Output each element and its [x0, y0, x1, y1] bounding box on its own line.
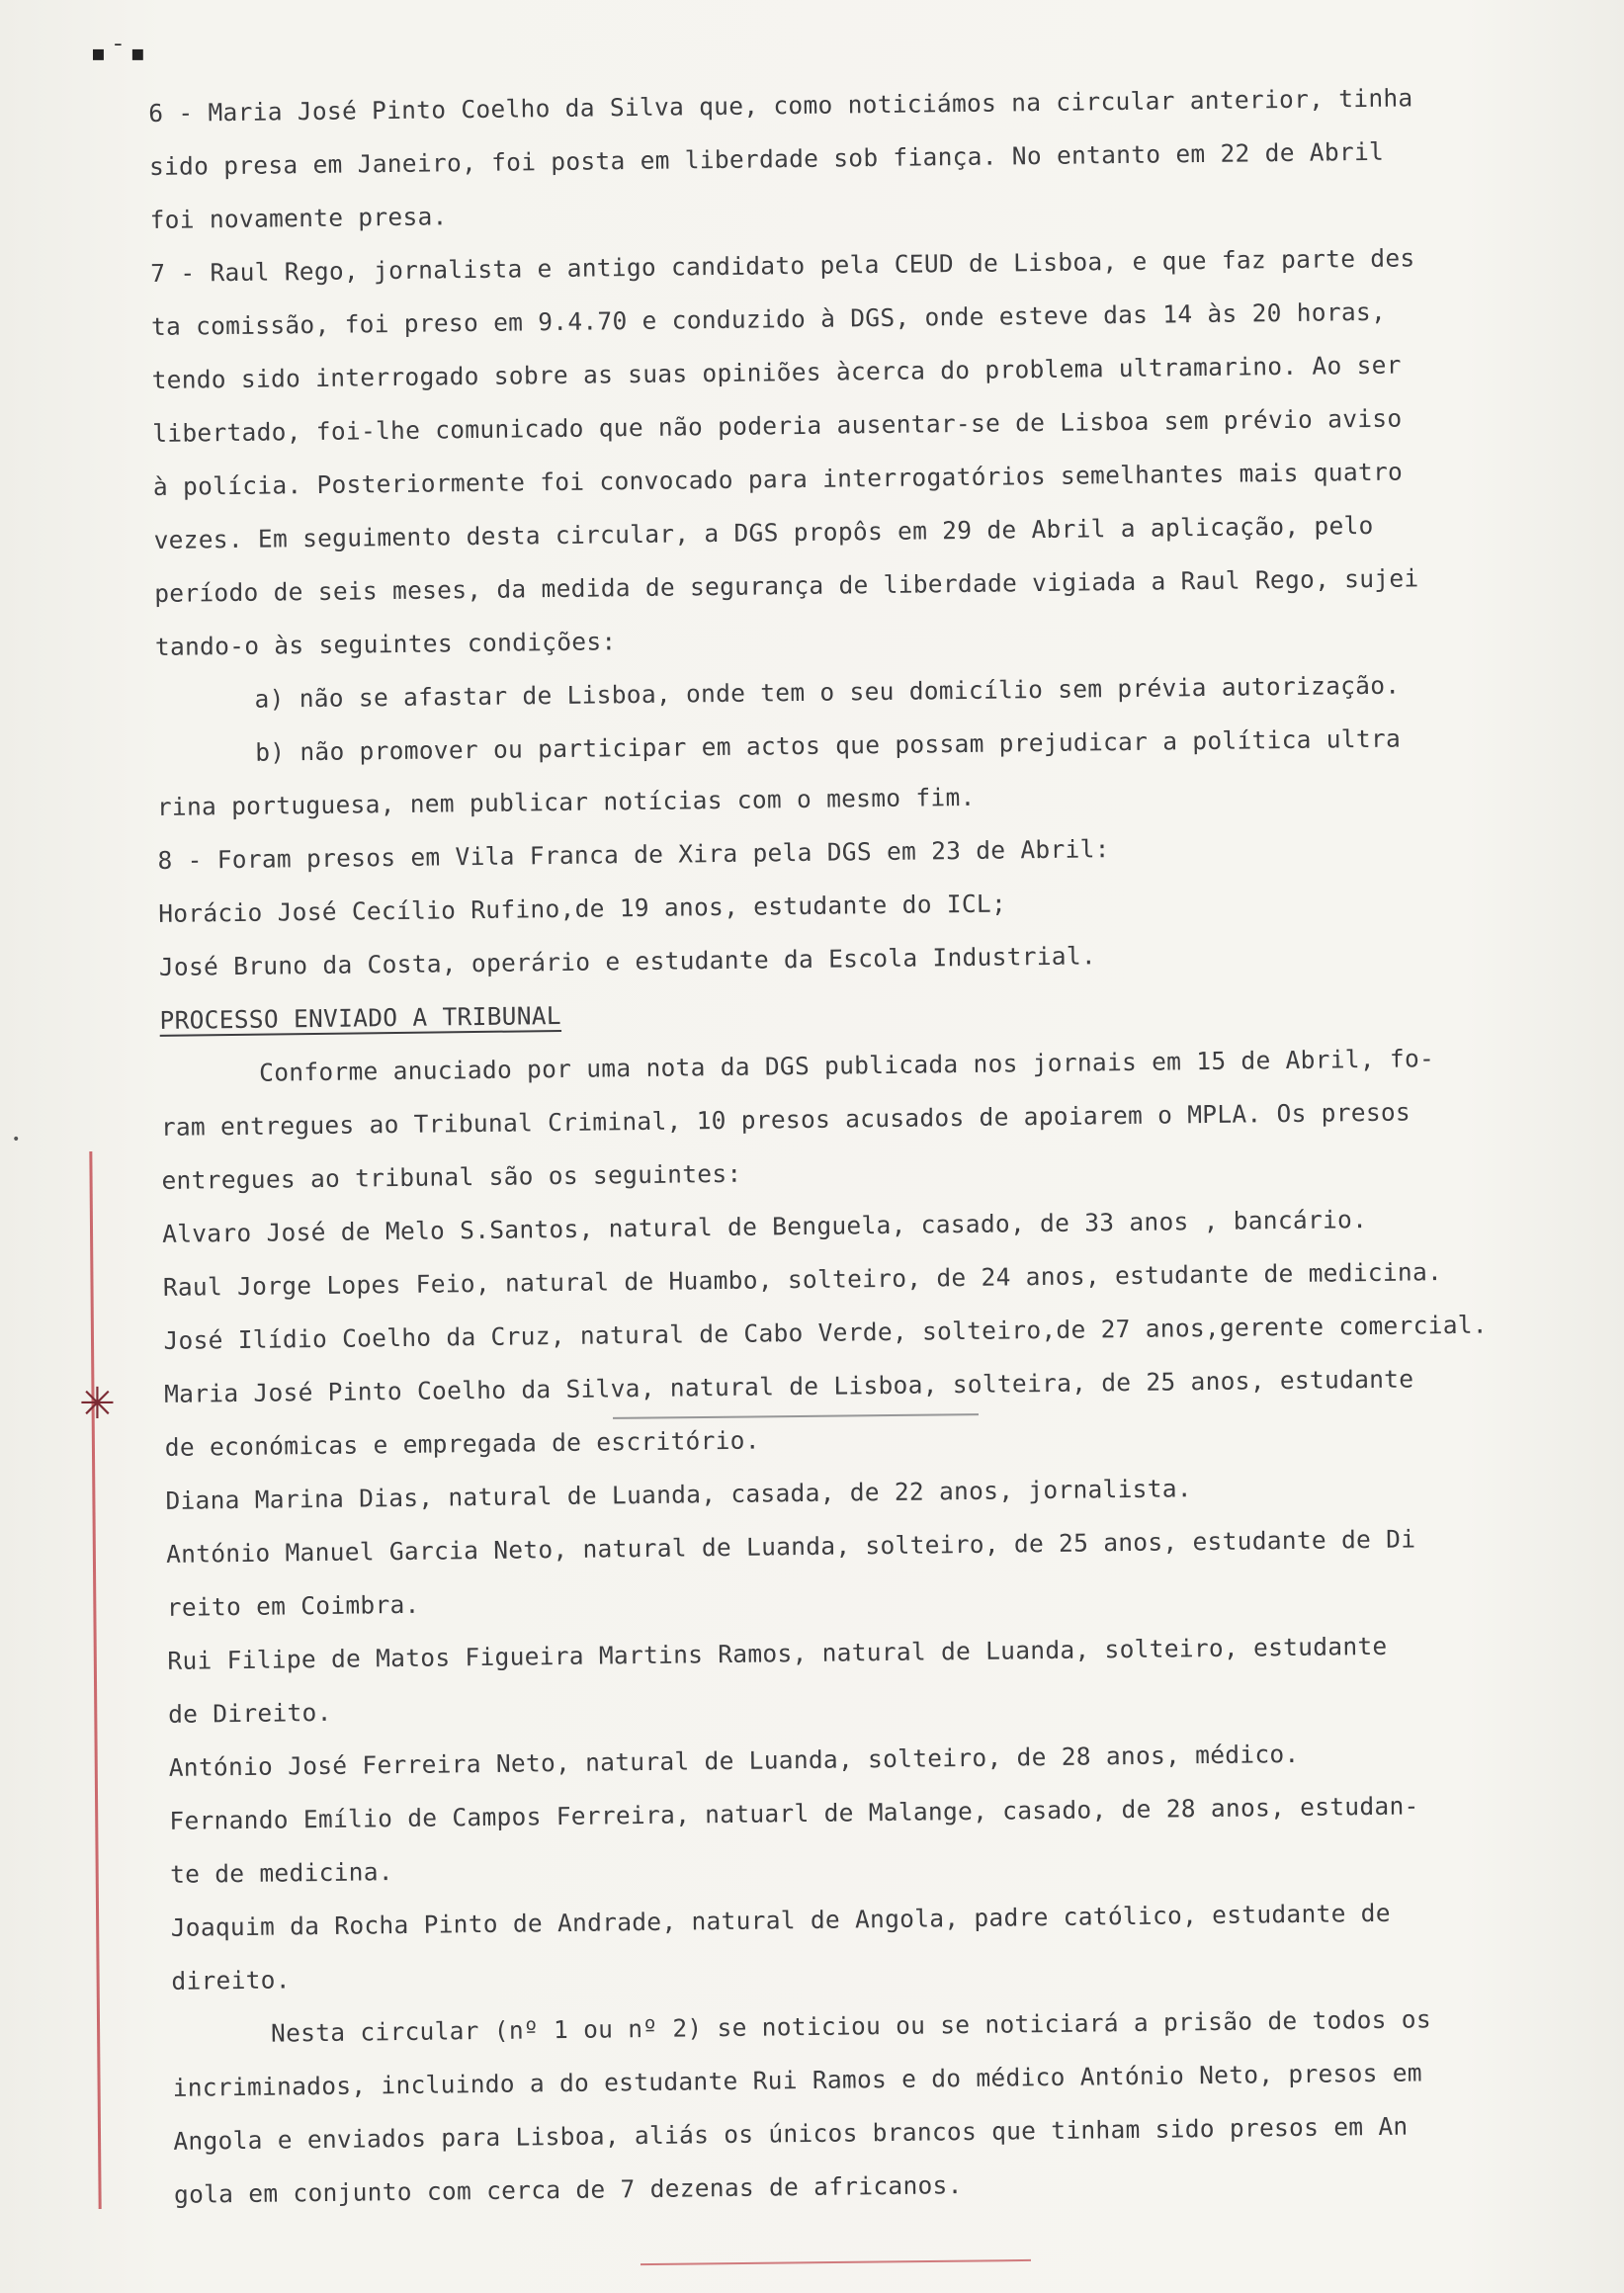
- list-item: José Ilídio Coelho da Cruz, natural de Cabo Verde, solteiro,de 27 anos,gerente comercial.: [163, 1310, 1489, 1355]
- list-item: António José Ferreira Neto, natural de Luanda, solteiro, de 28 anos, médico.: [168, 1739, 1300, 1782]
- list-item: de económicas e empregada de escritório.: [164, 1425, 760, 1462]
- text-line: 7 - Raul Rego, jornalista e antigo candidato pela CEUD de Lisboa, e que faz parte des: [150, 243, 1415, 288]
- text-line: foi novamente presa.: [149, 202, 448, 234]
- corner-ink-mark: ▪ ˉ ▪: [91, 42, 145, 66]
- condition-a: a) não se afastar de Lisboa, onde tem o seu domicílio sem prévia autorização.: [254, 670, 1401, 714]
- list-item: Diana Marina Dias, natural de Luanda, casada, de 22 anos, jornalista.: [165, 1474, 1193, 1515]
- text-line: entregues ao tribunal são os seguintes:: [161, 1158, 742, 1195]
- condition-b: b) não promover ou participar em actos que possam prejudicar a política ultra: [255, 723, 1402, 767]
- text-line: 6 - Maria José Pinto Coelho da Silva que, como noticiámos na circular anterior, tinha: [148, 83, 1413, 127]
- text-line: à polícia. Posteriormente foi convocado para interrogatórios semelhantes mais quatro: [152, 457, 1404, 501]
- text-line: Horácio José Cecílio Rufino,de 19 anos, estudante do ICL;: [158, 889, 1007, 928]
- list-item: de Direito.: [167, 1697, 332, 1729]
- text-line: tando-o às seguintes condições:: [154, 627, 617, 661]
- text-line: período de seis meses, da medida de segurança de liberdade vigiada a Raul Rego, sujei: [154, 563, 1419, 608]
- text-line: Conforme anuciado por uma nota da DGS publicada nos jornais em 15 de Abril, fo-: [259, 1044, 1435, 1087]
- list-item: Raul Jorge Lopes Feio, natural de Huambo, solteiro, de 24 anos, estudante de medicina.: [162, 1257, 1443, 1302]
- text-line: 8 - Foram presos em Vila Franca de Xira pela DGS em 23 de Abril:: [157, 834, 1110, 875]
- margin-asterisk-mark: ✳: [79, 1379, 116, 1429]
- list-item: Fernando Emílio de Campos Ferreira, natuarl de Malange, casado, de 28 anos, estudan-: [169, 1791, 1419, 1835]
- list-item: Alvaro José de Melo S.Santos, natural de Benguela, casado, de 33 anos , bancário.: [162, 1205, 1368, 1248]
- text-line: ta comissão, foi preso em 9.4.70 e conduzido à DGS, onde esteve das 14 às 20 horas,: [150, 297, 1387, 341]
- list-item: direito.: [171, 1965, 291, 1996]
- list-item: reito em Coimbra.: [166, 1589, 420, 1622]
- text-line: Nesta circular (nº 1 ou nº 2) se noticiou ou se noticiará a prisão de todos os: [270, 2004, 1432, 2048]
- text-line: José Bruno da Costa, operário e estudante da Escola Industrial.: [158, 941, 1097, 981]
- list-item: Maria José Pinto Coelho da Silva, natural de Lisboa, solteira, de 25 anos, estudante: [163, 1364, 1414, 1408]
- list-item: te de medicina.: [169, 1857, 394, 1889]
- text-line: libertado, foi-lhe comunicado que não poderia ausentar-se de Lisboa sem prévio aviso: [152, 403, 1403, 448]
- list-item: António Manuel Garcia Neto, natural de Luanda, solteiro, de 25 anos, estudante de Di: [165, 1524, 1416, 1569]
- text-line: vezes. Em seguimento desta circular, a DGS propôs em 29 de Abril a aplicação, pelo: [153, 510, 1374, 554]
- typed-text: [148, 69, 1617, 2222]
- list-item: Rui Filipe de Matos Figueira Martins Ramos, natural de Luanda, solteiro, estudante: [167, 1631, 1388, 1675]
- text-line: incriminados, incluindo a do estudante Rui Ramos e do médico António Neto, presos em: [172, 2058, 1423, 2102]
- hand-underline-dezenas: [641, 2259, 1031, 2265]
- list-item: Joaquim da Rocha Pinto de Andrade, natural de Angola, padre católico, estudante de: [170, 1898, 1391, 1942]
- text-line: ram entregues ao Tribunal Criminal, 10 presos acusados de apoiarem o MPLA. Os presos: [160, 1097, 1411, 1142]
- text-line: Angola e enviados para Lisboa, aliás os únicos brancos que tinham sido presos em An: [173, 2111, 1409, 2156]
- section-heading: PROCESSO ENVIADO A TRIBUNAL: [159, 1000, 562, 1035]
- margin-pen-line: [89, 1151, 101, 2209]
- text-line: gola em conjunto com cerca de 7 dezenas de africanos.: [173, 2170, 963, 2209]
- text-line: sido presa em Janeiro, foi posta em liberdade sob fiança. No entanto em 22 de Abril: [148, 136, 1385, 181]
- text-line: tendo sido interrogado sobre as suas opiniões àcerca do problema ultramarino. Ao ser: [151, 350, 1402, 394]
- margin-dot: •: [12, 1132, 21, 1147]
- text-line: rina portuguesa, nem publicar notícias com o mesmo fim.: [156, 782, 976, 821]
